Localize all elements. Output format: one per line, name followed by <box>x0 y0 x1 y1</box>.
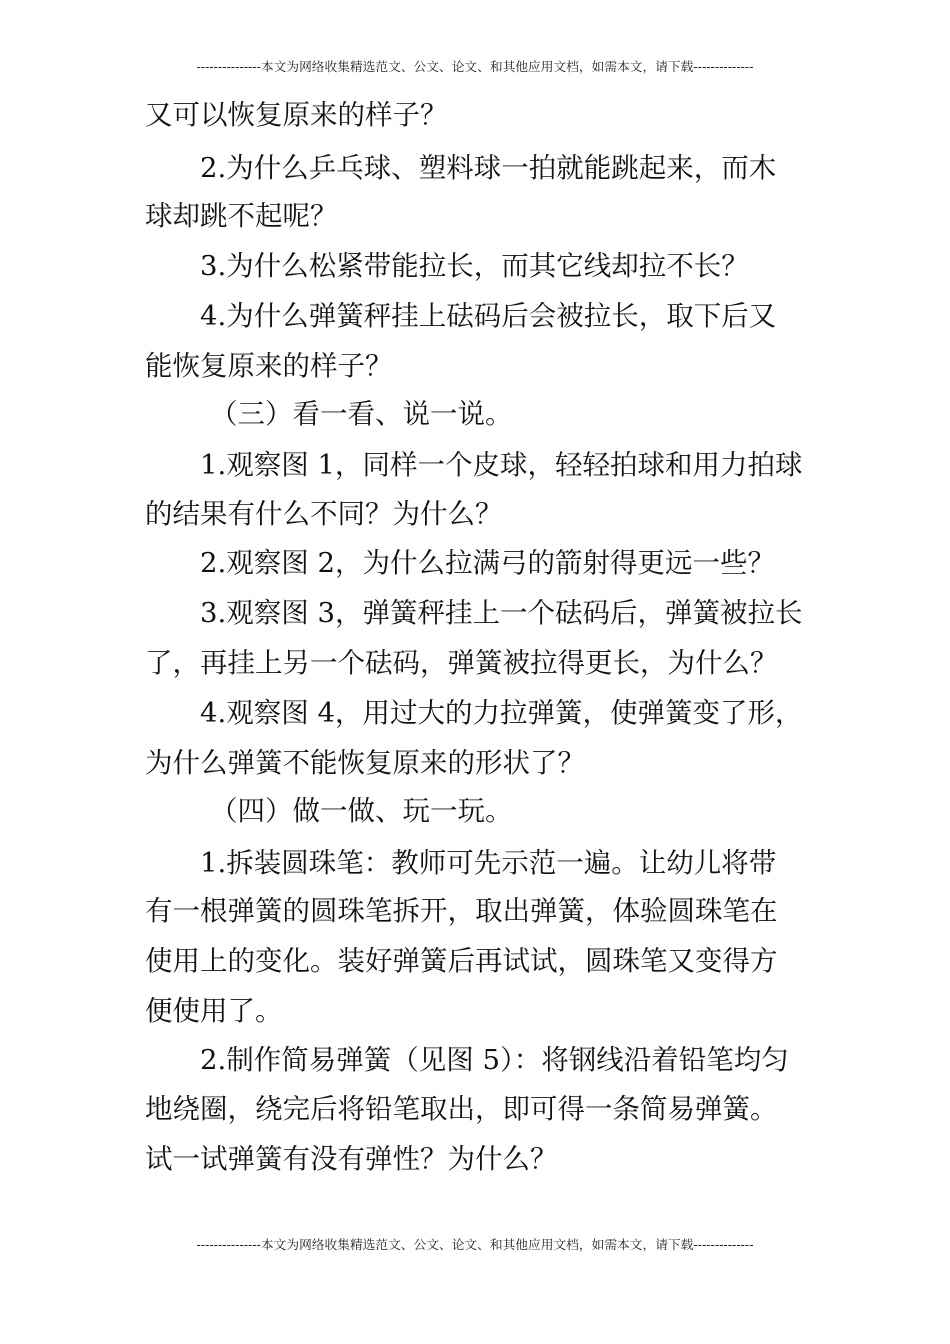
text-line-20: 2.制作简易弹簧（见图 5）：将钢线沿着铅笔均匀 <box>200 1044 789 1076</box>
section-heading-3: （三）看一看、说一说。 <box>210 398 513 430</box>
text-line-3: 球却跳不起呢？ <box>145 200 338 232</box>
text-line-11: 3.观察图 3，弹簧秤挂上一个砝码后，弹簧被拉长 <box>200 597 803 629</box>
section-heading-4: （四）做一做、玩一玩。 <box>210 795 513 827</box>
text-line-19: 便使用了。 <box>145 995 283 1027</box>
text-line-5: 4.为什么弹簧秤挂上砝码后会被拉长，取下后又 <box>200 300 777 332</box>
text-line-6: 能恢复原来的样子？ <box>145 350 393 382</box>
text-line-13: 4.观察图 4，用过大的力拉弹簧，使弹簧变了形， <box>200 697 803 729</box>
text-line-8: 1.观察图 1，同样一个皮球，轻轻拍球和用力拍球 <box>200 449 803 481</box>
text-line-12: 了，再挂上另一个砝码，弹簧被拉得更长，为什么？ <box>145 647 778 679</box>
page-footer: ---------------本文为网络收集精选范文、公文、论文、和其他应用文档，如需本文，请下载-------------- <box>196 1238 754 1253</box>
text-line-1: 又可以恢复原来的样子？ <box>145 99 448 131</box>
text-line-22: 试一试弹簧有没有弹性？为什么？ <box>145 1143 558 1175</box>
text-line-14: 为什么弹簧不能恢复原来的形状了？ <box>145 747 585 779</box>
text-line-21: 地绕圈，绕完后将铅笔取出，即可得一条简易弹簧。 <box>145 1093 778 1125</box>
page-header: ---------------本文为网络收集精选范文、公文、论文、和其他应用文档，如需本文，请下载-------------- <box>196 60 754 75</box>
text-line-2: 2.为什么乒乓球、塑料球一拍就能跳起来，而木 <box>200 152 777 184</box>
text-line-17: 有一根弹簧的圆珠笔拆开，取出弹簧，体验圆珠笔在 <box>145 895 778 927</box>
text-line-4: 3.为什么松紧带能拉长，而其它线却拉不长？ <box>200 250 749 282</box>
text-line-18: 使用上的变化。装好弹簧后再试试，圆珠笔又变得方 <box>145 945 778 977</box>
text-line-10: 2.观察图 2，为什么拉满弓的箭射得更远一些？ <box>200 547 775 579</box>
text-line-9: 的结果有什么不同？为什么？ <box>145 498 503 530</box>
text-line-16: 1.拆装圆珠笔：教师可先示范一遍。让幼儿将带 <box>200 847 777 879</box>
